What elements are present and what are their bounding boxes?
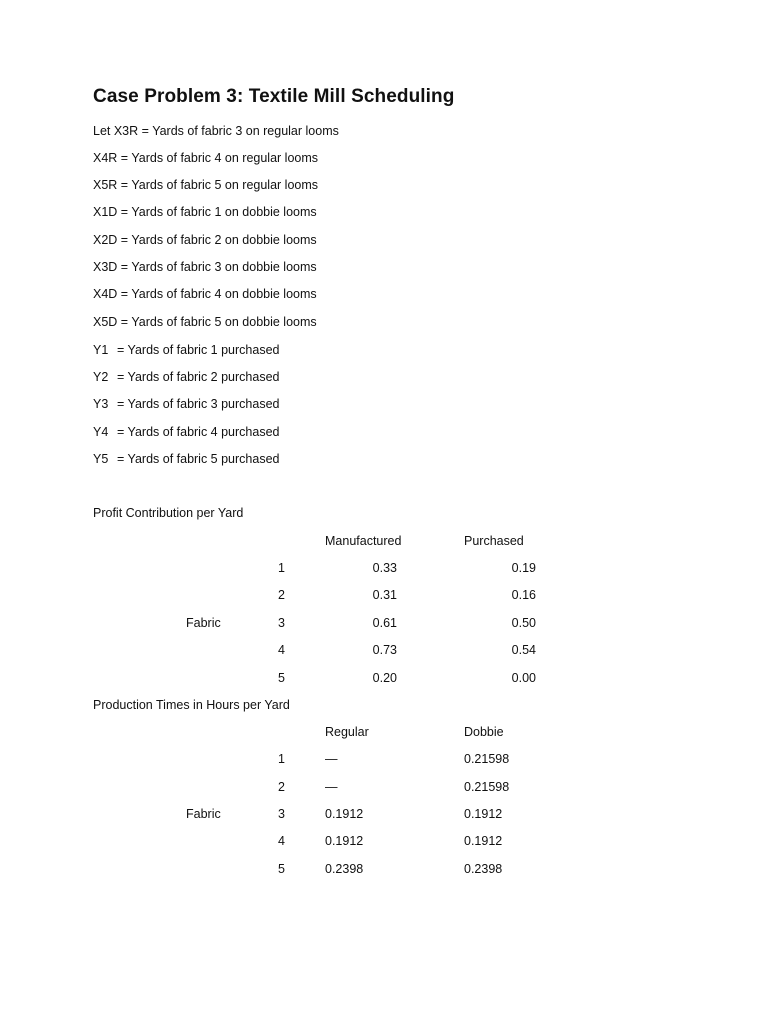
variable-definition: = Yards of fabric 4 on dobbie looms xyxy=(117,287,317,301)
variable-name: X5R xyxy=(93,178,118,192)
production-fabric-number: 2 xyxy=(278,780,285,794)
production-table-heading: Production Times in Hours per Yard xyxy=(93,698,290,712)
profit-manufactured-header: Manufactured xyxy=(325,534,402,548)
profit-purchased-value: 0.50 xyxy=(511,616,536,630)
variable-definition: = Yards of fabric 3 purchased xyxy=(117,397,280,411)
profit-purchased-header: Purchased xyxy=(464,534,524,548)
production-regular-value: 0.1912 xyxy=(325,807,364,821)
production-regular-value: 0.1912 xyxy=(325,834,364,848)
production-fabric-number: 1 xyxy=(278,752,285,766)
profit-purchased-value: 0.19 xyxy=(511,561,536,575)
profit-manufactured-value: 0.33 xyxy=(372,561,397,575)
production-regular-value: 0.2398 xyxy=(325,862,364,876)
variable-name: X2D xyxy=(93,233,118,247)
variable-line xyxy=(93,233,317,247)
variable-line xyxy=(93,343,279,357)
variable-name: Y1 xyxy=(93,343,109,357)
variable-line xyxy=(93,205,317,219)
variable-name: X3D xyxy=(93,260,118,274)
profit-manufactured-value: 0.61 xyxy=(372,616,397,630)
variable-line xyxy=(93,425,279,439)
variable-line xyxy=(93,124,339,138)
variable-definition: = Yards of fabric 5 purchased xyxy=(117,452,280,466)
variable-name: Y4 xyxy=(93,425,109,439)
production-fabric-number: 4 xyxy=(278,834,285,848)
variable-line xyxy=(93,260,317,274)
page-title: Case Problem 3: Textile Mill Scheduling xyxy=(93,86,455,107)
variable-name: X5D xyxy=(93,315,118,329)
variable-name: X4D xyxy=(93,287,118,301)
variable-line xyxy=(93,397,279,411)
variable-line xyxy=(93,178,318,192)
production-regular-value: — xyxy=(325,780,338,794)
production-dobbie-value: 0.21598 xyxy=(464,752,510,766)
production-dobbie-value: 0.21598 xyxy=(464,780,510,794)
profit-fabric-number: 5 xyxy=(278,671,285,685)
profit-row-group-label: Fabric xyxy=(186,616,221,630)
variable-definition: = Yards of fabric 4 on regular looms xyxy=(117,151,319,165)
production-fabric-number: 5 xyxy=(278,862,285,876)
variable-name: Let X3R xyxy=(93,124,139,138)
variable-definition: = Yards of fabric 3 on dobbie looms xyxy=(117,260,317,274)
variable-line xyxy=(93,151,318,165)
variable-name: Y2 xyxy=(93,370,109,384)
production-dobbie-value: 0.2398 xyxy=(464,862,503,876)
variable-line xyxy=(93,315,317,329)
production-dobbie-header: Dobbie xyxy=(464,725,504,739)
variable-definition: = Yards of fabric 2 on dobbie looms xyxy=(117,233,317,247)
variable-name: Y3 xyxy=(93,397,109,411)
profit-manufactured-value: 0.73 xyxy=(372,643,397,657)
variable-line xyxy=(93,287,317,301)
variable-line xyxy=(93,370,279,384)
production-row-group-label: Fabric xyxy=(186,807,221,821)
variable-definition: = Yards of fabric 5 on regular looms xyxy=(117,178,319,192)
variable-definition: = Yards of fabric 3 on regular looms xyxy=(138,124,339,138)
profit-manufactured-value: 0.20 xyxy=(372,671,397,685)
profit-fabric-number: 4 xyxy=(278,643,285,657)
production-dobbie-value: 0.1912 xyxy=(464,807,503,821)
production-dobbie-value: 0.1912 xyxy=(464,834,503,848)
profit-purchased-value: 0.54 xyxy=(511,643,536,657)
variable-definition: = Yards of fabric 1 purchased xyxy=(117,343,280,357)
variable-definition: = Yards of fabric 5 on dobbie looms xyxy=(117,315,317,329)
variable-definition: = Yards of fabric 1 on dobbie looms xyxy=(117,205,317,219)
profit-fabric-number: 3 xyxy=(278,616,285,630)
variable-definition: = Yards of fabric 2 purchased xyxy=(117,370,280,384)
profit-fabric-number: 2 xyxy=(278,588,285,602)
variable-definition: = Yards of fabric 4 purchased xyxy=(117,425,280,439)
variable-name: X4R xyxy=(93,151,118,165)
profit-manufactured-value: 0.31 xyxy=(372,588,397,602)
variable-name: Y5 xyxy=(93,452,109,466)
profit-fabric-number: 1 xyxy=(278,561,285,575)
production-regular-value: — xyxy=(325,752,338,766)
profit-table-heading: Profit Contribution per Yard xyxy=(93,506,244,520)
production-regular-header: Regular xyxy=(325,725,369,739)
variable-line xyxy=(93,452,279,466)
profit-purchased-value: 0.00 xyxy=(511,671,536,685)
production-fabric-number: 3 xyxy=(278,807,285,821)
profit-purchased-value: 0.16 xyxy=(511,588,536,602)
variable-name: X1D xyxy=(93,205,118,219)
